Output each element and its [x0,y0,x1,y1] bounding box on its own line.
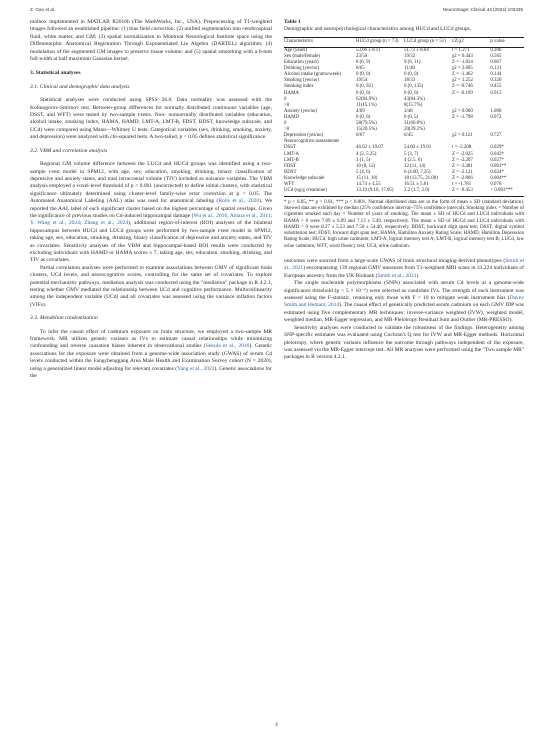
table-title: Table 1 [284,19,301,25]
table-cell: 19/32 [404,54,416,59]
table-cell: 19/54 [356,78,368,84]
table-cell: Anxiety (yes/no) [284,108,318,114]
table-cell: Z = -3.381 [452,163,473,169]
table-cell: 8 (6, 9) [356,60,371,66]
table-cell: 0.027* [490,157,504,163]
left-column [30,19,272,380]
paragraph-outcomes: outcomes were sourced from a large-scale GWAS of brain structural imaging-derived phenotypes (Smith et al., 2021) encompassing 139 regional GMV measures from T1-weighted MRI scans in 33,224 individuals of European ancestry from the UK Biobank (Smith et al., 2021). [284,258,524,279]
citation-link[interactable]: Rolls et al., 2020 [218,198,260,205]
paragraph-snp-selection: The single nucleotide polymorphisms (SNPs) associated with serum Cd levels at a genome-wide significance threshold (p < 5 × 10⁻⁶) were selected as candidate IVs. The strength of each instrument was assessed using the F-statistic, retaining only those with F > 10 to mitigate weak instrument bias (Davey Smith and Hemani, 2014). The causal effect of genetically predicted serum cadmium on each GMV IDP was estimated using five complementary MR techniques: inverse-variance weighted (IVW), weighted model, weighted median, MR-Egger regression, and MR-Pleiotropy Residual Sum and Outlier (MR-PRESSO). [284,280,524,324]
table-cell: t = -2.208 [452,145,472,151]
table-cell: Smoking index [284,84,314,90]
table-cell: 1.000 [490,108,502,114]
table-header-cell: p value [490,37,524,47]
table-cell: 9 (6, 11) [404,60,421,66]
table-cell: 4/69 [356,108,365,114]
table-cell: 0 [284,96,287,102]
table-footnote: * p < 0.05, ** p < 0.01, *** p < 0.001. Normal distributed data are in the form of mean ± SD (standard deviation). Skewed data are exhibited by median (25% confidence interval~75% confidence interval). Smoking index = Number of cigarettes smoked each day × Number of years of smoking. The mean ± SD of HUCd and LUCd individuals with HAMA > 0 were 7.09 ± 6.09 and 7.13 ± 5.49, respectively. The mean ± SD of HUCd and LUCd individuals with HAMD > 0 were 8.27 ± 5.23 and 7.50 ± 54.40, respectively. BDST, backward digit span test; DSST, digital symbol substitution test; FDST, forward digit span test; HAMA, Hamilton Anxiety Rating Scale; HAMD, Hamilton Depression Rating Scale; HUCd, high urine cadmium; LMT-A, logical memory test A; LMT-B, logical memory test B; LUCd, low urine cadmium; WFT, word fluency test; UCd, urine cadmium. [284,199,524,249]
table-cell: 0.029* [490,145,504,151]
table-cell: LMT-A [284,151,300,157]
table-cell: 51.73 ± 8.64 [404,47,429,53]
table-cell: χ2 = 0.443 [452,54,473,59]
subsection-heading-mendelian: 3.3. Mendelian randomization [30,315,98,322]
page-number: 4 [275,723,278,728]
table-cell: χ2 = 0.000 [452,108,473,114]
table-cell: 0.144 [490,72,502,78]
table-cell: Z = -0.746 [452,84,473,90]
table-cell: 3 (1, 5) [356,157,371,163]
table-cell: 0.565 [490,54,502,59]
table-cell: 0.078 [490,181,502,187]
table-header-cell: HUCd group (n = 73) [356,37,404,47]
table-cell: Smoking (yes/no) [284,78,319,84]
table-cell: DSST [284,145,296,151]
table-cell: Education (years) [284,60,319,66]
table-cell: 54.60 ± 19.01 [404,145,432,151]
table-cell: 13.19 (9.10, 17.05) [356,188,404,196]
table-cell: Z = -2.207 [452,157,473,163]
table-cell: 0.072 [490,114,502,120]
table-cell: 0 (0, 92) [356,84,373,90]
table-cell: 0 (0, 135) [404,84,424,90]
table-cell: UCd (ug/g creatinine) [284,188,356,196]
table-cell: >0 [284,102,290,108]
table-cell: 6 (4.00, 7.25) [404,169,431,175]
table-cell: Z = -1.462 [452,72,473,78]
table-cell: 10 (8, 12) [356,163,376,169]
table-cell: 0 (0, 0) [356,90,371,96]
citation-link[interactable]: Wu et al., 2016 [193,212,228,219]
table-cell: 0.067 [490,60,502,66]
table-cell: χ2 = 2.605 [452,66,473,72]
table-cell: HAMD [284,114,299,120]
table-cell: Alcohol intake (grams/week) [284,72,342,78]
table-cell: 0.001** [490,163,507,169]
paragraph-sensitivity: Sensitivity analyses were conducted to validate the robustness of the findings. Heterogeneity among SNP-specific estimates was evaluated using Cochran's Q test for IVW and MR-Egger methods. Horizontal pleiotropy, where genetic variants influence the outcome through pathways independent of the exposure, was assessed via the MR-Egger intercept test. All MR analyses were performed using the "Two sample MR" packages in R version 4.2.1. [284,324,524,361]
table-cell: 6/45 [404,133,413,139]
table-cell: < 0.001*** [490,188,524,196]
table-cell: 0.913 [490,90,502,96]
citation-link[interactable]: Davey Smith and Hemani, 2014 [284,295,524,309]
table-cell: 0 [284,121,287,127]
table-cell: 53.66 ± 8.11 [356,47,381,53]
table-cell: 58(79.5%) [356,121,377,127]
table-cell: 0.004** [490,175,507,181]
table-cell: 8/65 [356,66,365,72]
demographics-table [284,37,524,197]
table-header-cell: Characteristics [284,37,356,47]
table-cell: Z = -9.453 [452,188,490,196]
table-cell: 15(20.5%) [356,127,377,133]
table-cell: χ2 = 0.121 [452,133,473,139]
table-cell: t = 1.271 [452,47,470,53]
table-cell: 0.131 [490,66,502,72]
table-cell: 3/48 [404,108,413,114]
subsection-heading-clinical-data: 3.1. Clinical and demographic data analysis [30,83,130,90]
table-cell: 23/50 [356,54,368,59]
table-cell: 4 (2.5, 6) [404,157,422,163]
table-cell: 18/33 [404,78,416,84]
table-header-row [284,37,524,47]
table-cell: Neurocognitive assessments [284,139,340,145]
citation-link[interactable]: Zhang et al., 2024 [84,220,129,227]
table-cell: Depression (yes/no) [284,133,324,139]
table-cell: 6/67 [356,133,365,139]
table-cell: 4 (2, 5.25) [356,151,377,157]
citation-link[interactable]: Smith et al., 2021 [284,258,524,272]
table-cell: 0 (0, 0) [404,72,419,78]
paragraph-vbm: Regional GM volume difference between the LUCd and HUCd groups was identified using a two-sample t-test model in SPM12, with age, sex, education, smoking, drinking, binary classification of depressive and anxiety states, and total intracranial volume (TIV) included as nuisance variables. The VBM analysis employed a voxel-level threshold of p < 0.001 (uncorrected) to define initial clusters, with statistical significance ultimately determined using cluster-level family-wise error correction at p < 0.05. The Automated Anatomical Labeling (AAL) atlas was used for anatomical labeling (Rolls et al., 2020). We reported the AAL label of each significant cluster based on the highest percentage of spatial overlaps. Given the significance of previous studies on Cd-induced hippocampal damage (Wu et al., 2016; Amara et al., 2011; Y. Wang et al., 2024; Zhang et al., 2024), additional region-of-interest (ROI) analyses of the bilateral hippocampus between HUCd and LUCd groups were performed by two-sample t-test model in SPM12, taking age, sex, education, smoking, drinking, binary classification of depressive and anxiety states, and TIV as covariates. Sensitivity analyses of the VBM and hippocampal-based ROI results were conducted by excluding individuals with HAMD or HAMA scores ≥ 7, taking age, sex, education, smoking, drinking, and TIV as covariates. [30,161,273,264]
table-cell: Z = -1.834 [452,60,473,66]
citation-link[interactable]: Yang et al., 2022 [177,365,215,372]
table-cell: >0 [284,127,290,133]
right-column [284,19,524,362]
table-cell: 18 (13.75, 21.00) [404,175,438,181]
table-cell: 12 (11, 14) [404,163,426,169]
table-cell: 0.320 [490,78,502,84]
table-cell: t = -1.781 [452,181,472,187]
table-cell: 8(15.7%) [404,102,423,108]
subsection-heading-vbm: 3.2. VBM and correlation analysis [30,147,108,154]
running-header-journal: NeuroImage: Clinical 44 (2024) 103435 [442,7,523,12]
table-cell: FDST [284,163,296,169]
table-cell: 0.043* [490,151,504,157]
citation-link[interactable]: Smith et al., 2021 [377,272,417,279]
table-cell: 16.51 ± 5.61 [404,181,429,187]
paragraph-clinical-analysis: Statistical analyses were conducted using SPSS 26.0. Data normality was assessed with the Kolmogorov-Smirnov test. Between-group differences for normally distributed continuous variables (age, DSST, and WFT) were tested by two-sample t-tests. Non- nonnormally distributed variables (education, alcohol intake, smoking index, HAMA, HAMD, LMT-A, LMT-B, FDST, BDST, knowledge subscale, and UCd) were compared using Mann—Whitney U tests. Categorical variables (sex, drinking, smoking, anxiety, and depression) were analyzed with chi-squared tests. A two-tailed, p < 0.05 defines statistical significance. [30,97,272,141]
table-cell: 0 (0, 0) [356,72,371,78]
paragraph-preprocessing: toolbox implemented in MATLAB R2016b (The MathWorks, Inc., USA). Preprocessing of T1-weighted images followed an established pipeline: (1) bias field correction; (2) unified segmentation into cerebrospinal fluid, white matter, and GM; (3) spatial normalization to Montreal Neurological Institute space using the Diffeomorphic Anatomical Registration Through Exponentiated Lie Algebra (DARTEL) algorithm; (4) modulation of the segmented GM images to preserve tissue volume; and (5) spatial smoothing with a 6-mm full-width at half maximum Gaussian kernel. [30,19,272,63]
table-cell: 0.034* [490,169,504,175]
table-caption: Demographic and neuropsychological characteristics among HUCd and LUCd groups. [284,26,471,33]
table-cell: 15 (11, 18) [356,175,378,181]
table-cell: 0.455 [490,84,502,90]
citation-link[interactable]: Amara et al., 2011 [229,212,271,219]
table-cell: χ2 = 1.252 [452,78,473,84]
table-cell: 20(39.2%) [404,127,425,133]
table-cell: 5 (3, 7) [404,151,419,157]
citation-link[interactable]: Sekula et al., 2016 [205,343,250,350]
table-cell: 11(15.1%) [356,102,377,108]
table-cell: 0.727 [490,133,502,139]
table-cell: 0 (0, 0) [356,114,371,120]
paragraph-mendelian: To infer the causal effect of cadmium exposure on brain structure, we employed a two-sample MR framework. MR utilizes genetic variants as IVs to estimate causal relationships while minimizing confounding and reverse causation biases inherent in observational studies (Sekula et al., 2016). Genetic associations for the exposure were obtained from a genome-wide association study (GWAS) of serum Cd levels conducted within the Fangchenggang Area Male Health and Examination Survey cohort (N = 2020), using a generalized linear model adjusting for relevant covariates (Yang et al., 2022). Genetic associations for the [30,328,273,380]
section-heading-statistical-analyses: 3. Statistical analyses [30,70,81,77]
table-cell: Z = -2.025 [452,151,473,157]
table-cell: Drinking (yes/no) [284,66,319,72]
table-cell: Z = -1.798 [452,114,473,120]
table-cell: 31(60.8%) [404,121,425,127]
citation-link[interactable]: Y. Wang et al., 2024 [30,220,80,227]
table-header-cell: t/Z/χ2 [452,37,490,47]
table-header-cell: LUCd group (n = 51) [404,37,452,47]
table-cell: 11/40 [404,66,415,72]
table-cell: Knowledge subscale [284,175,325,181]
table-cell: HAMA [284,90,299,96]
table-cell: 0 (0, 5) [404,114,419,120]
table-cell: 5 (4, 6) [356,169,371,175]
table-cell: Z = -2.866 [452,175,473,181]
table-cell: Z = -0.109 [452,90,473,96]
table-cell: 14.74 ± 4.55 [356,181,381,187]
table-cell: BDST [284,169,297,175]
table-row [284,188,524,196]
table-cell: 0.206 [490,47,502,53]
table-cell: WFT [284,181,295,187]
table-cell: Age (years) [284,47,307,53]
table-cell: Z = -2.121 [452,169,473,175]
table-cell: 43(84.3%) [404,96,425,102]
table-cell: 62(84.9%) [356,96,377,102]
paragraph-correlation: Partial correlation analyses were performed to examine associations between GMV of significant brain clusters, UCd levels, and neurocognitive scores, controlling for the same set of covariates. To explore potential mechanistic pathways, mediation analysis was conducted using the "mediation" package in R 4.2.1, testing whether GMV mediated the relationship between UCd and cognitive performance. Multicollinearity among the independent variable (UCd) and all covariates was assessed using the variance inflation factors (VIFs). [30,264,272,308]
table-cell: 0 (0, 0) [404,90,419,96]
table-row [284,47,524,54]
table-cell: LMT-B [284,157,299,163]
table-cell: 46.63 ± 19.07 [356,145,384,151]
table-cell: Sex (male/female) [284,54,320,59]
running-header-authors: Z. Gao et al. [30,7,56,12]
table-cell: 2.2 (1.7, 3.0) [404,188,452,196]
